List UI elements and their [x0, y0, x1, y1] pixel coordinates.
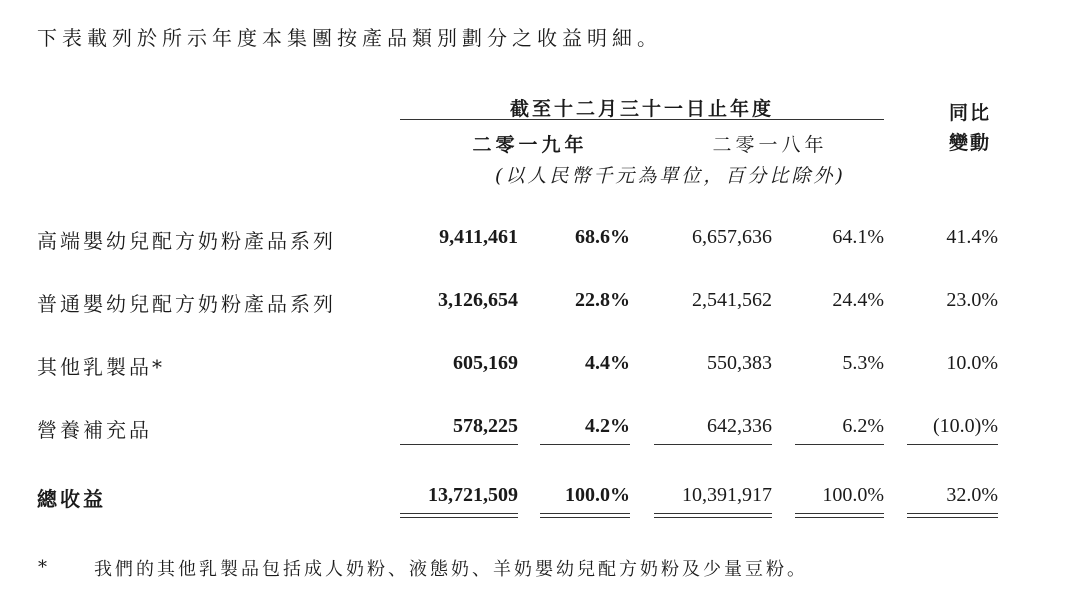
pct-2019-cell: 68.6%	[575, 226, 630, 248]
total-double-rule	[654, 513, 772, 518]
revenue-2019-cell: 605,169	[453, 352, 518, 374]
subtotal-rule	[907, 444, 998, 445]
total-pct-2018-cell: 100.0%	[822, 484, 884, 506]
revenue-2018-cell: 550,383	[707, 352, 772, 374]
total-double-rule	[540, 513, 630, 518]
footnote-text: 我們的其他乳製品包括成人奶粉、液態奶、羊奶嬰幼兒配方奶粉及少量豆粉。	[94, 559, 808, 580]
yoy-cell: (10.0)%	[933, 415, 998, 437]
pct-2019-cell: 22.8%	[575, 289, 630, 311]
unit-note: (以人民幣千元為單位，百分比除外)	[495, 165, 846, 187]
yoy-header-line1: 同比	[948, 102, 991, 124]
subtotal-rule	[654, 444, 772, 445]
row-label: 其他乳製品*	[37, 355, 165, 379]
row-label: 營養補充品	[37, 418, 152, 442]
yoy-header-line2: 變動	[948, 132, 991, 154]
row-label: 高端嬰幼兒配方奶粉產品系列	[37, 229, 336, 253]
yoy-cell: 41.4%	[946, 226, 998, 248]
total-double-rule	[795, 513, 884, 518]
revenue-2018-cell: 2,541,562	[692, 289, 772, 311]
pct-2019-cell: 4.4%	[585, 352, 630, 374]
header-rule	[400, 119, 884, 120]
pct-2018-cell: 6.2%	[842, 415, 884, 437]
total-revenue-2019-cell: 13,721,509	[428, 484, 518, 506]
revenue-2019-cell: 3,126,654	[438, 289, 518, 311]
total-pct-2019-cell: 100.0%	[565, 484, 630, 506]
total-double-rule	[907, 513, 998, 518]
yoy-header	[940, 98, 1000, 158]
revenue-2018-cell: 6,657,636	[692, 226, 772, 248]
pct-2019-cell: 4.2%	[585, 415, 630, 437]
period-header: 截至十二月三十一日止年度	[509, 98, 774, 120]
pct-2018-cell: 24.4%	[832, 289, 884, 311]
intro-text: 下表載列於所示年度本集團按產品類別劃分之收益明細。	[37, 26, 662, 50]
row-label: 普通嬰幼兒配方奶粉產品系列	[37, 292, 336, 316]
revenue-2018-cell: 642,336	[707, 415, 772, 437]
yoy-cell: 10.0%	[946, 352, 998, 374]
total-revenue-2018-cell: 10,391,917	[682, 484, 772, 506]
year-2019-header: 二零一九年	[472, 134, 588, 156]
subtotal-rule	[400, 444, 518, 445]
footnote-mark: *	[38, 557, 47, 578]
pct-2018-cell: 64.1%	[832, 226, 884, 248]
yoy-cell: 23.0%	[946, 289, 998, 311]
revenue-2019-cell: 578,225	[453, 415, 518, 437]
total-double-rule	[400, 513, 518, 518]
pct-2018-cell: 5.3%	[842, 352, 884, 374]
year-2018-header: 二零一八年	[712, 134, 828, 156]
subtotal-rule	[540, 444, 630, 445]
revenue-2019-cell: 9,411,461	[439, 226, 518, 248]
total-yoy-cell: 32.0%	[946, 484, 998, 506]
total-label: 總收益	[37, 487, 106, 511]
subtotal-rule	[795, 444, 884, 445]
